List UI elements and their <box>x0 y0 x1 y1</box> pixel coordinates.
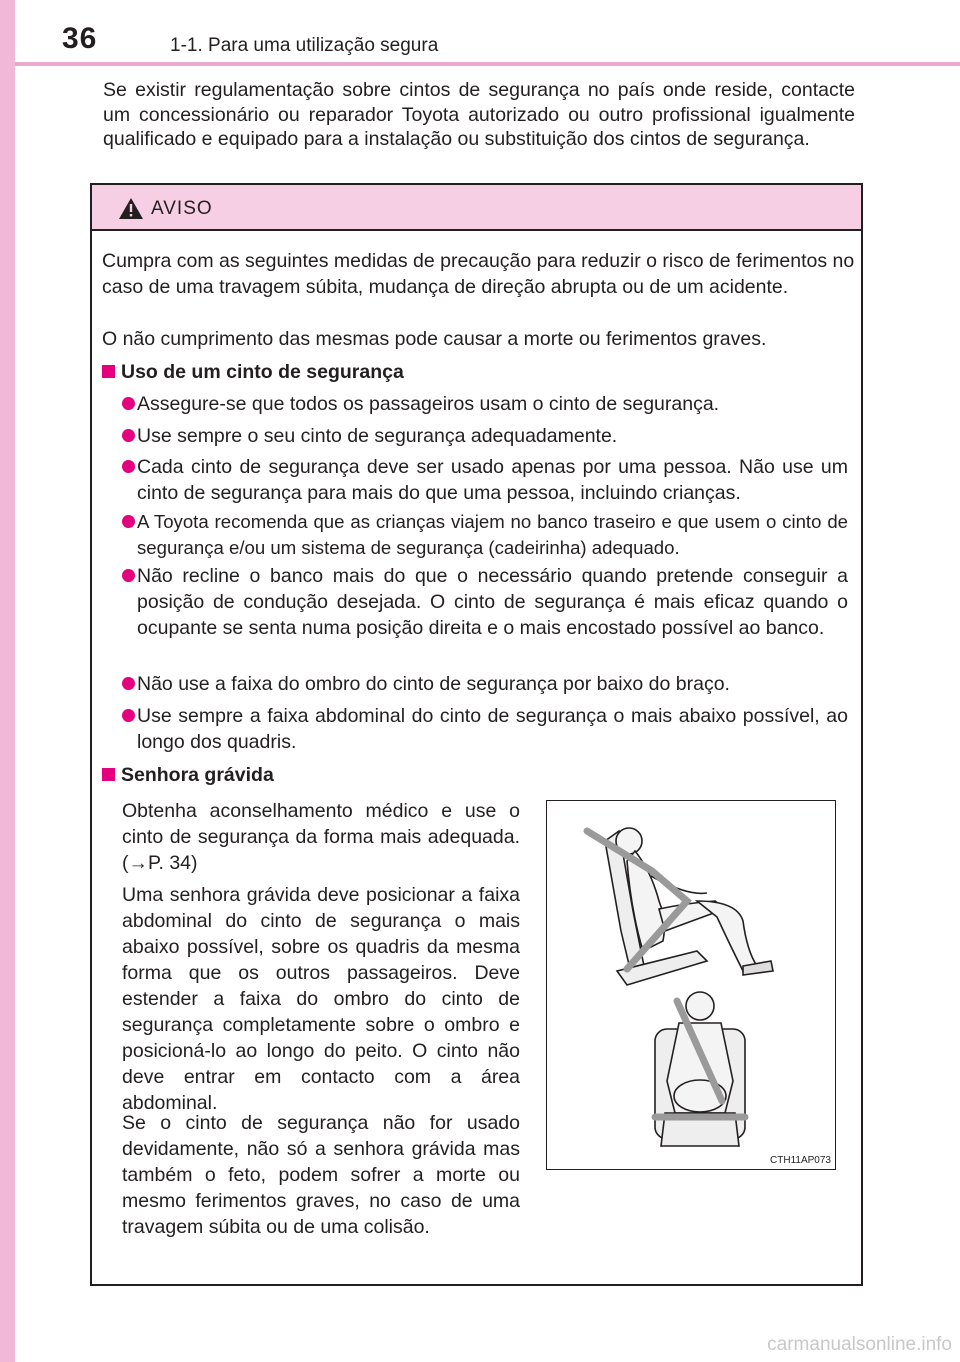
pregnant-paragraph-2: Uma senhora grávida deve posicionar a faixa abdominal do cinto de segurança o mais abaixo possível, sobre os quadris da mesma forma que os outros passageiros. Deve estender a faixa do ombro do cinto de segurança completamente sobre o ombro e posicioná-lo ao longo do peito. O cinto não deve entrar em contacto com a área abdominal. <box>122 884 520 1114</box>
round-bullet-icon <box>122 397 135 410</box>
side-color-strip <box>0 0 15 1362</box>
list-item <box>122 671 848 697</box>
square-bullet-icon <box>102 365 115 378</box>
list-item <box>122 423 848 449</box>
round-bullet-icon <box>122 569 135 582</box>
intro-paragraph: Se existir regulamentação sobre cintos de segurança no país onde reside, contacte um concessionário ou reparador Toyota autorizado ou outro profissional igualmente qualificado e equipado para a instalação ou substituição dos cintos de segurança. <box>103 79 855 150</box>
figure-code: CTH11AP073 <box>770 1155 831 1166</box>
warning-intro-1: Cumpra com as seguintes medidas de precaução para reduzir o risco de ferimentos no caso de uma travagem súbita, mudança de direção abrupta ou de um acidente. <box>102 250 855 298</box>
page-header <box>15 0 960 64</box>
section-heading-text: Senhora grávida <box>121 764 274 786</box>
round-bullet-icon <box>122 429 135 442</box>
section-heading-text: Uso de um cinto de segurança <box>121 361 404 383</box>
watermark: carmanualsonline.info <box>767 1334 952 1355</box>
pregnant-paragraph-3: Se o cinto de segurança não for usado devidamente, não só a senhora grávida mas também o feto, podem sofrer a morte ou mesmo ferimentos graves, no caso de uma travagem súbita ou de uma colisão. <box>122 1112 520 1238</box>
warning-header <box>92 185 861 231</box>
warning-intro-2: O não cumprimento das mesmas pode causar a morte ou ferimentos graves. <box>102 328 767 350</box>
list-item <box>122 391 848 417</box>
warning-triangle-icon <box>118 197 144 220</box>
header-divider <box>15 62 960 66</box>
seatbelt-drawing <box>547 801 834 1151</box>
section-title: 1-1. Para uma utilização segura <box>170 35 439 56</box>
list-item <box>122 509 848 561</box>
list-item <box>122 563 848 641</box>
pregnant-seatbelt-illustration <box>546 800 836 1170</box>
list-item-text: Cada cinto de segurança deve ser usado apenas por uma pessoa. Não use um cinto de segurança para mais do que uma pessoa, incluindo crianças. <box>137 456 848 504</box>
page-number: 36 <box>62 22 98 55</box>
list-item-text: A Toyota recomenda que as crianças viajem no banco traseiro e que usem o cinto de segurança e/ou um sistema de segurança (cadeirinha) adequado. <box>137 511 848 558</box>
pregnant-paragraph-1: Obtenha aconselhamento médico e use o cinto de segurança da forma mais adequada. (→P. 34) <box>122 800 520 874</box>
list-item-text: Use sempre a faixa abdominal do cinto de segurança o mais abaixo possível, ao longo dos quadris. <box>137 705 848 753</box>
square-bullet-icon <box>102 768 115 781</box>
round-bullet-icon <box>122 709 135 722</box>
list-item-text: Não use a faixa do ombro do cinto de segurança por baixo do braço. <box>137 673 730 695</box>
list-item-text: Não recline o banco mais do que o necessário quando pretende conseguir a posição de condução desejada. O cinto de segurança é mais eficaz quando o ocupante se senta numa posição direita e o mais encostado possível ao banco. <box>137 565 848 639</box>
section-heading-seatbelt-use <box>102 359 857 385</box>
round-bullet-icon <box>122 515 135 528</box>
list-item-text: Use sempre o seu cinto de segurança adequadamente. <box>137 425 618 447</box>
round-bullet-icon <box>122 677 135 690</box>
warning-title: AVISO <box>151 198 213 219</box>
round-bullet-icon <box>122 460 135 473</box>
list-item-text: Assegure-se que todos os passageiros usam o cinto de segurança. <box>137 393 720 415</box>
section-heading-pregnant <box>102 762 857 788</box>
list-item <box>122 703 848 755</box>
list-item <box>122 454 848 506</box>
